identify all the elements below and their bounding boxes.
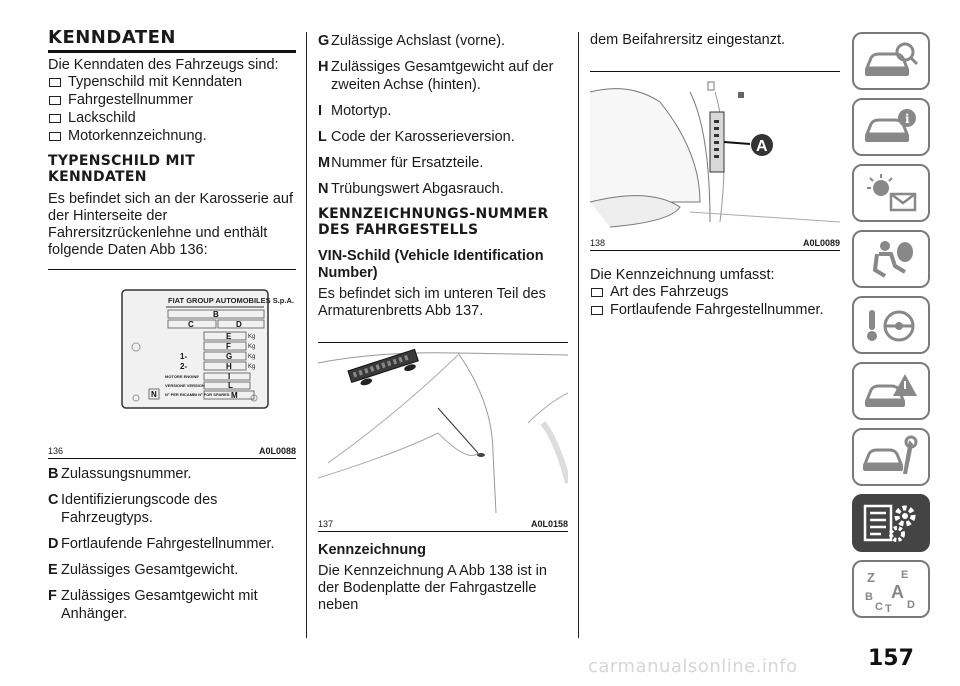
section-heading: TYPENSCHILD MIT KENNDATEN xyxy=(48,153,196,185)
maintenance-icon xyxy=(861,434,921,480)
tab-emergency[interactable] xyxy=(852,362,930,420)
page-number: 157 xyxy=(868,646,914,671)
definition-item: M Nummer für Ersatzteile. xyxy=(318,155,484,171)
tab-index[interactable] xyxy=(852,560,930,618)
column-divider xyxy=(306,32,307,638)
svg-text:i: i xyxy=(905,112,910,126)
figure-code: A0L0158 xyxy=(530,519,568,529)
svg-text:Z: Z xyxy=(867,570,875,585)
plate-letter: E xyxy=(226,332,232,341)
list-item: Fortlaufende Fahrgestellnummer. xyxy=(590,302,840,319)
definition-item: I Motortyp. xyxy=(318,103,392,119)
svg-text:E: E xyxy=(901,569,909,581)
definition-item: L Code der Karosserieversion. xyxy=(318,129,515,145)
intro-text: Die Kennzeichnung umfasst: xyxy=(590,267,775,283)
safety-airbag-icon xyxy=(861,236,921,282)
figure-code: A0L0089 xyxy=(802,238,840,248)
checkbox-icon xyxy=(591,306,603,315)
bullet-list xyxy=(590,284,840,319)
figure-code: A0L0088 xyxy=(258,446,296,456)
page-title: KENNDATEN xyxy=(48,28,296,53)
plate-header: FIAT GROUP AUTOMOBILES S.p.A. xyxy=(168,296,294,305)
chapter-tabs xyxy=(852,32,930,626)
plate-row-label: N° PER RICAMBI N° FOR SPARES xyxy=(165,392,230,397)
plate-unit: Kg xyxy=(248,354,256,360)
vin-plate-illustration xyxy=(318,343,568,513)
bullet-list xyxy=(48,74,296,145)
column-divider xyxy=(578,32,579,638)
definition-item: G Zulässige Achslast (vorne). xyxy=(318,33,506,49)
list-item: Motorkennzeichnung. xyxy=(48,128,296,145)
column-1 xyxy=(48,28,296,631)
checkbox-icon xyxy=(49,96,61,105)
plate-letter: G xyxy=(226,352,233,361)
figure-138 xyxy=(590,71,840,251)
callout-a: A xyxy=(756,138,768,155)
tab-warning-lights[interactable] xyxy=(852,164,930,222)
index-icon xyxy=(861,566,921,612)
car-info-icon xyxy=(861,104,921,150)
plate-letter: L xyxy=(228,381,233,390)
checkbox-icon xyxy=(49,132,61,141)
plate-letter: H xyxy=(226,362,232,371)
figure-number: 137 xyxy=(318,519,334,529)
plate-letter: F xyxy=(226,342,231,351)
figure-caption xyxy=(48,446,296,456)
plate-unit: Kg xyxy=(248,364,256,370)
id-plate-illustration xyxy=(48,270,296,440)
list-item: Fahrgestellnummer xyxy=(48,92,296,109)
figure-136 xyxy=(48,269,296,459)
car-search-icon xyxy=(861,38,921,84)
figure-number: 136 xyxy=(48,446,64,456)
definition-item: F Zulässiges Gesamtgewicht mit Anhänger. xyxy=(48,588,258,622)
list-item: Lackschild xyxy=(48,110,296,127)
tab-info[interactable] xyxy=(852,98,930,156)
tab-knowing-your-car[interactable] xyxy=(852,32,930,90)
technical-data-icon xyxy=(861,500,921,546)
figure-caption xyxy=(590,238,840,248)
plate-unit: Kg xyxy=(248,344,256,350)
figure-137 xyxy=(318,342,568,532)
section-text: Es befindet sich an der Karosserie auf der Hinterseite der Fahrersitzrückenlehne und enthält folgende Daten Abb 136: xyxy=(48,191,294,258)
intro-text: Die Kenndaten des Fahrzeugs sind: xyxy=(48,57,279,73)
plate-axle: 1- xyxy=(180,352,188,361)
floor-marking-illustration xyxy=(590,72,840,232)
figure-caption xyxy=(318,519,568,529)
tab-starting-driving[interactable] xyxy=(852,296,930,354)
svg-text:T: T xyxy=(885,603,892,612)
emergency-icon xyxy=(861,368,921,414)
section-text: Es befindet sich im unteren Teil des Armaturenbretts Abb 137. xyxy=(318,286,546,319)
plate-letter: M xyxy=(231,391,238,400)
column-2 xyxy=(318,32,568,614)
svg-text:B: B xyxy=(865,591,873,603)
definition-item: H Zulässiges Gesamtgewicht auf der zweiten Achse (hinten). xyxy=(318,59,554,93)
starting-driving-icon xyxy=(861,302,921,348)
section-heading: KENNZEICHNUNGS-NUMMER DES FAHRGESTELLS xyxy=(318,206,549,238)
plate-axle: 2- xyxy=(180,362,188,371)
plate-letter: D xyxy=(236,320,242,329)
plate-letter: B xyxy=(213,310,219,319)
definition-item: D Fortlaufende Fahrgestellnummer. xyxy=(48,536,275,552)
checkbox-icon xyxy=(591,288,603,297)
column-3 xyxy=(590,32,840,320)
figure-number: 138 xyxy=(590,238,606,248)
plate-letter: I xyxy=(228,372,231,381)
svg-text:A: A xyxy=(891,582,904,602)
checkbox-icon xyxy=(49,114,61,123)
definition-item: E Zulässiges Gesamtgewicht. xyxy=(48,562,239,578)
plate-letter: C xyxy=(188,320,194,329)
watermark: carmanualsonline.info xyxy=(588,656,798,677)
definition-list xyxy=(48,465,296,623)
tab-safety[interactable] xyxy=(852,230,930,288)
section-text: Die Kennzeichnung A Abb 138 ist in der Bodenplatte der Fahrgastzelle neben xyxy=(318,563,547,613)
definition-item: C Identifizierungscode des Fahrzeugtyps. xyxy=(48,492,218,526)
list-item: Art des Fahrzeugs xyxy=(590,284,840,301)
svg-text:C: C xyxy=(875,601,883,612)
tab-technical-data[interactable] xyxy=(852,494,930,552)
plate-row-label: VERSIONE VERSION xyxy=(165,383,205,388)
tab-maintenance[interactable] xyxy=(852,428,930,486)
subsection-heading: Kennzeichnung xyxy=(318,542,426,558)
definition-item: N Trübungswert Abgasrauch. xyxy=(318,181,504,197)
svg-text:D: D xyxy=(907,599,915,611)
continuation-text: dem Beifahrersitz eingestanzt. xyxy=(590,32,786,48)
subsection-heading: VIN-Schild (Vehicle Identification Number) xyxy=(318,248,544,281)
plate-letter: N xyxy=(151,390,157,399)
plate-row-label: MOTORE ENGINE xyxy=(165,374,199,379)
definition-list xyxy=(318,32,568,198)
checkbox-icon xyxy=(49,78,61,87)
warning-lights-icon xyxy=(861,170,921,216)
list-item: Typenschild mit Kenndaten xyxy=(48,74,296,91)
plate-unit: Kg xyxy=(248,334,256,340)
definition-item: B Zulassungsnummer. xyxy=(48,466,192,482)
